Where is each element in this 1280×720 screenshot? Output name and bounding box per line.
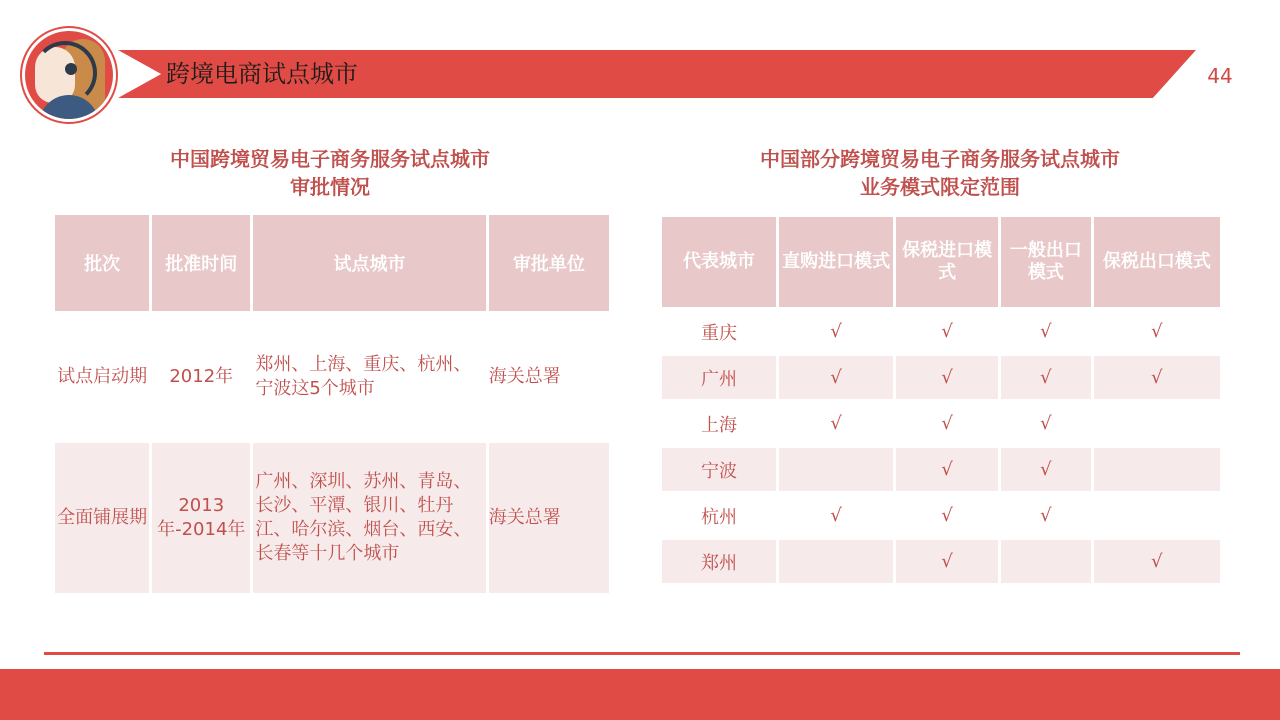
microphone-icon — [65, 63, 77, 75]
check-cell: √ — [896, 494, 998, 537]
unit-cell: 海关总署 — [489, 443, 609, 593]
check-cell: √ — [779, 494, 893, 537]
time-cell: 2013年-2014年 — [152, 443, 250, 593]
check-cell — [779, 540, 893, 583]
check-cell — [1094, 494, 1220, 537]
city-cell: 上海 — [662, 402, 776, 445]
approval-col-header: 审批单位 — [489, 215, 609, 311]
city-cell: 广州 — [662, 356, 776, 399]
cities-cell: 广州、深圳、苏州、青岛、长沙、平潭、银川、牡丹江、哈尔滨、烟台、西安、长春等十几个城市 — [253, 443, 485, 593]
approval-title-line2: 审批情况 — [290, 175, 370, 199]
check-cell — [1001, 540, 1091, 583]
check-cell: √ — [779, 310, 893, 353]
city-cell: 宁波 — [662, 448, 776, 491]
check-cell: √ — [1001, 494, 1091, 537]
modes-header-row — [662, 217, 1220, 307]
approval-table-title — [90, 145, 570, 201]
city-cell: 重庆 — [662, 310, 776, 353]
time-cell: 2012年 — [152, 314, 250, 440]
table-row — [662, 310, 1220, 353]
check-cell: √ — [1094, 540, 1220, 583]
approval-col-header: 批次 — [55, 215, 149, 311]
modes-col-header: 保税出口模式 — [1094, 217, 1220, 307]
modes-table — [659, 214, 1223, 586]
logo-avatar — [22, 28, 116, 122]
check-cell — [1094, 402, 1220, 445]
batch-cell: 试点启动期 — [55, 314, 149, 440]
table-row — [662, 402, 1220, 445]
check-cell: √ — [1001, 310, 1091, 353]
approval-header-row — [55, 215, 609, 311]
check-cell: √ — [1001, 356, 1091, 399]
headset-icon — [33, 41, 97, 105]
check-cell: √ — [779, 402, 893, 445]
check-cell — [1094, 448, 1220, 491]
footer-bar — [0, 669, 1280, 720]
table-row — [55, 443, 609, 593]
modes-title-line1: 中国部分跨境贸易电子商务服务试点城市 — [760, 147, 1120, 171]
check-cell: √ — [779, 356, 893, 399]
modes-col-header: 保税进口模式 — [896, 217, 998, 307]
table-row — [662, 448, 1220, 491]
check-cell: √ — [896, 356, 998, 399]
check-cell: √ — [1001, 448, 1091, 491]
approval-table — [52, 212, 612, 596]
cities-cell: 郑州、上海、重庆、杭州、宁波这5个城市 — [253, 314, 485, 440]
modes-col-header: 直购进口模式 — [779, 217, 893, 307]
check-cell — [779, 448, 893, 491]
table-row — [55, 314, 609, 440]
city-cell: 杭州 — [662, 494, 776, 537]
approval-col-header: 批准时间 — [152, 215, 250, 311]
check-cell: √ — [1094, 356, 1220, 399]
modes-col-header: 一般出口模式 — [1001, 217, 1091, 307]
approval-col-header: 试点城市 — [253, 215, 485, 311]
table-row — [662, 356, 1220, 399]
check-cell: √ — [1094, 310, 1220, 353]
table-row — [662, 494, 1220, 537]
page-title: 跨境电商试点城市 — [166, 60, 358, 88]
check-cell: √ — [1001, 402, 1091, 445]
check-cell: √ — [896, 402, 998, 445]
table-row — [662, 540, 1220, 583]
modes-title-line2: 业务模式限定范围 — [860, 175, 1020, 199]
footer-divider — [44, 652, 1240, 655]
check-cell: √ — [896, 310, 998, 353]
approval-title-line1: 中国跨境贸易电子商务服务试点城市 — [170, 147, 490, 171]
unit-cell: 海关总署 — [489, 314, 609, 440]
modes-table-title — [660, 145, 1220, 201]
page-number: 44 — [1207, 64, 1233, 88]
check-cell: √ — [896, 448, 998, 491]
modes-col-header: 代表城市 — [662, 217, 776, 307]
check-cell: √ — [896, 540, 998, 583]
city-cell: 郑州 — [662, 540, 776, 583]
batch-cell: 全面铺展期 — [55, 443, 149, 593]
